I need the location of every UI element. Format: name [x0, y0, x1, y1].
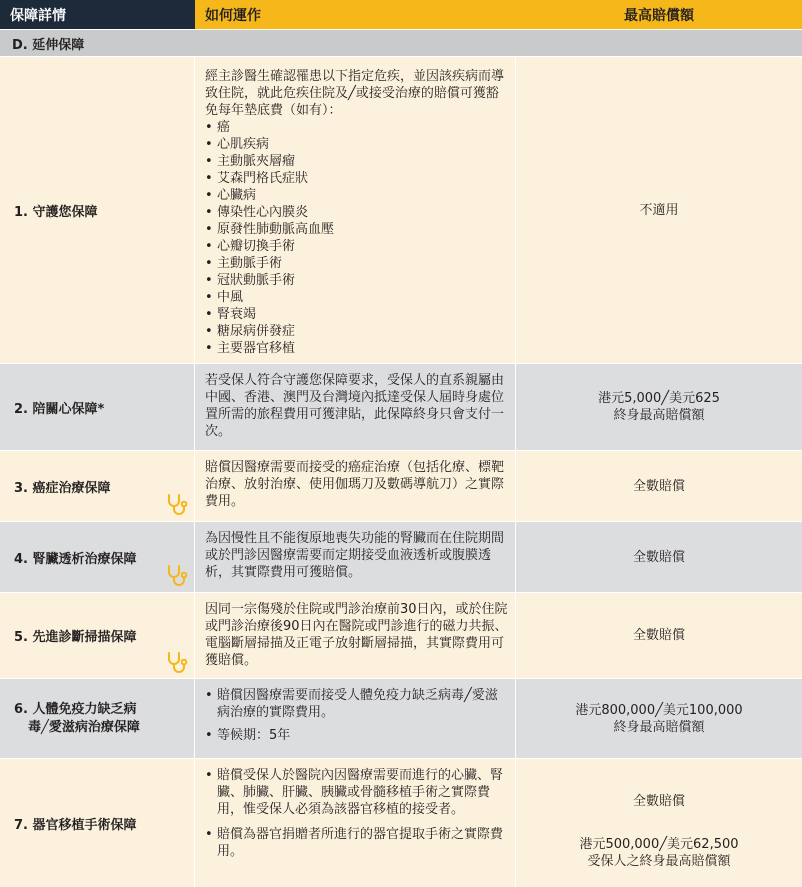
benefit-amount-text: 全數賠償 — [632, 794, 685, 809]
list-item: • 心瓣切換手術 — [205, 238, 509, 255]
benefit-name: 4. 腎臟透析治療保障 — [0, 522, 194, 592]
benefit-description: 因同一宗傷殘於住院或門診治療前30日內，或於住院或門診治療後90日內在醫院或門診進行的磁力共振、電腦斷層掃描及正電子放射斷層掃描，其實際費用可獲賠償。 — [195, 593, 515, 678]
benefit-description — [195, 57, 515, 363]
list-item: • 中風 — [205, 289, 509, 306]
header-benefit-details: 保障詳情 — [0, 0, 195, 29]
illness-list — [205, 119, 509, 357]
benefit-amount-text: 全數賠償 — [632, 628, 685, 643]
list-item: • 賠償因醫療需要而接受人體免疫力缺乏病毒╱愛滋病治療的實際費用。 — [205, 687, 509, 721]
benefit-description: 為因慢性且不能復原地喪失功能的腎臟而在住院期間或於門診因醫療需要而定期接受血液透析或腹膜透析，其實際費用可獲賠償。 — [195, 522, 515, 592]
benefit-amount — [516, 679, 802, 758]
table-row — [0, 759, 802, 887]
list-item: • 艾森門格氏症狀 — [205, 170, 509, 187]
table-row — [0, 679, 802, 758]
benefit-amount — [516, 364, 802, 450]
table-row — [0, 522, 802, 592]
benefit-name: 2. 陪關心保障* — [0, 364, 194, 450]
benefit-amount-note: 終身最高賠償額 — [613, 719, 705, 735]
header-how-it-works: 如何運作 — [195, 0, 516, 29]
header-max-benefit: 最高賠償額 — [516, 0, 802, 29]
benefit-amount-line: 港元5,000╱美元625 — [598, 391, 720, 406]
description-list — [205, 767, 509, 860]
benefit-amount — [516, 57, 802, 363]
benefit-amount — [516, 593, 802, 678]
benefit-name: 3. 癌症治療保障 — [0, 451, 194, 521]
benefit-name-line: 6. 人體免疫力缺乏病 — [14, 701, 137, 717]
list-item: • 原發性肺動脈高血壓 — [205, 221, 509, 238]
list-item: • 主要器官移植 — [205, 340, 509, 357]
list-item: • 冠狀動脈手術 — [205, 272, 509, 289]
benefit-description: 賠償因醫療需要而接受的癌症治療（包括化療、標靶治療、放射治療、使用伽瑪刀及數碼導航刀）之實際費用。 — [195, 451, 515, 521]
list-item: • 腎衰竭 — [205, 306, 509, 323]
list-item: • 賠償受保人於醫院內因醫療需要而進行的心臟、腎臟、肺臟、肝臟、胰臟或骨髓移植手術之實際費用，惟受保人必須為該器官移植的接受者。 — [205, 767, 509, 818]
list-item: • 傳染性心內膜炎 — [205, 204, 509, 221]
list-item: • 賠償為器官捐贈者所進行的器官提取手術之實際費用。 — [205, 826, 509, 860]
benefit-name — [0, 679, 194, 758]
benefit-amount-note: 終身最高賠償額 — [613, 408, 705, 423]
table-row — [0, 364, 802, 450]
benefit-amount-text: 不適用 — [639, 202, 679, 218]
description-text: 經主診醫生確認罹患以下指定危疾，並因該疾病而導致住院，就此危疾住院及╱或接受治療的賠償可獲豁免每年墊底費（如有）： — [205, 69, 505, 118]
benefit-description: 若受保人符合守護您保障要求，受保人的直系親屬由中國、香港、澳門及台灣境內抵達受保人屆時身處位置所需的旅程費用可獲津貼，此保障終身只會支付一次。 — [195, 364, 515, 450]
stethoscope-icon — [164, 493, 188, 517]
list-item: • 心臟病 — [205, 187, 509, 204]
stethoscope-icon — [164, 651, 188, 675]
table-row — [0, 593, 802, 678]
benefit-name: 5. 先進診斷掃描保障 — [0, 593, 194, 678]
list-item: • 癌 — [205, 119, 509, 136]
list-item: • 主動脈夾層瘤 — [205, 153, 509, 170]
table-row — [0, 451, 802, 521]
benefit-description — [195, 759, 515, 887]
benefit-amount-text: 全數賠償 — [632, 549, 685, 565]
description-list — [205, 687, 509, 744]
stethoscope-icon — [164, 564, 188, 588]
benefit-amount-note: 受保人之終身最高賠償額 — [587, 854, 731, 869]
benefit-amount-line: 港元800,000╱美元100,000 — [575, 702, 743, 718]
list-item: • 主動脈手術 — [205, 255, 509, 272]
list-item: • 等候期：5年 — [205, 727, 509, 744]
benefit-amount — [516, 522, 802, 592]
benefit-amount-line: 港元500,000╱美元62,500 — [579, 837, 739, 852]
benefit-name: 7. 器官移植手術保障 — [0, 759, 194, 887]
benefit-name: 1. 守護您保障 — [0, 57, 194, 363]
table-row — [0, 57, 802, 363]
benefit-amount-text: 全數賠償 — [632, 478, 685, 494]
benefit-description — [195, 679, 515, 758]
benefit-name-line: 毒╱愛滋病治療保障 — [28, 719, 140, 735]
benefit-amount — [516, 759, 802, 887]
list-item: • 心肌疾病 — [205, 136, 509, 153]
section-title: D. 延伸保障 — [0, 30, 802, 56]
benefit-amount — [516, 451, 802, 521]
list-item: • 糖尿病併發症 — [205, 323, 509, 340]
